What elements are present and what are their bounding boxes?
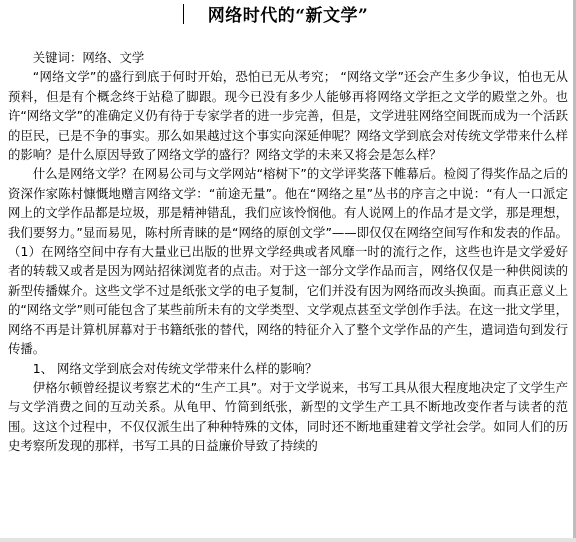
paragraph-production-tools[interactable]: 伊格尔顿曾经提议考察艺术的“生产工具”。对于文学说来，书写工具从很大程度地决定了文学生产与文学消费之间的互动关系。从龟甲、竹简到纸张，新型的文学生产工具不断地改变作者与读者的范围。这这个过程中，不仅仅派生出了种种特殊的文体，同时还不断地重建着文学社会学。如同人们的历史考察所发现的那样，书写工具的日益廉价导致了持续的 (8, 379, 568, 454)
keywords-line[interactable]: 关键词：网络、文学 (32, 50, 145, 65)
title-row (0, 4, 576, 30)
window-bottom-edge (0, 538, 576, 542)
section-heading-1[interactable]: 1、 网络文学到底会对传统文学带来什么样的影响？ (32, 360, 318, 376)
text-cursor (183, 4, 184, 24)
document-body[interactable] (8, 48, 568, 456)
paragraph-intro[interactable]: “网络文学”的盛行到底于何时开始，恐怕已无从考究； “网络文学”还会产生多少争议，怕也无从预料，但是有个概念终于站稳了脚跟。现今已没有多少人能够再将网络文学拒之文学的殿堂之外。也许“网络文学”的准确定义仍有待于专家学者的进一步完善，但是，文学进驻网络空间既而成为一个活跃的臣民，已是不争的事实。那么如果越过这个事实向深延伸呢？网络文学到底会对传统文学带来什么样的影响？是什么原因导致了网络文学的盛行？网络文学的未来又将会是怎么样？ (8, 69, 568, 163)
paragraph-definition[interactable]: 什么是网络文学？在网易公司与文学网站“榕树下”的文学评奖落下帷幕后。检阅了得奖作品之后的资深作家陈村慷慨地赠言网络文学：“前途无量”。他在“网络之星”丛书的序言之中说：“有人一口派定网上的文学作品都是垃圾，那是精神错乱，我们应该怜悯他。有人说网上的作品才是文学，那是理想，我们要努力。”显而易见，陈村所青睐的是“网络的原创文学”——即仅仅在网络空间写作和发表的作品。（1）在网络空间中存有大量业已出版的世界文学经典或者风靡一时的流行之作，这些也许是文学爱好者的转载又或者是因为网站招徕浏览者的点击。对于这一部分文学作品而言，网络仅仅是一种供阅读的新型传播媒介。这些文学不过是纸张文学的电子复制，它们并没有因为网络而改头换面。而真正意义上的“网络文学”则可能包含了某些前所未有的文学类型、文学观点甚至文学创作手法。在这一批文学里，网络不再是计算机屏幕对于书籍纸张的替代，网络的特征介入了整个文学作品的产生，遣词造句到发行传播。 (8, 166, 568, 357)
document-title[interactable]: 网络时代的“新文学” (207, 6, 369, 26)
